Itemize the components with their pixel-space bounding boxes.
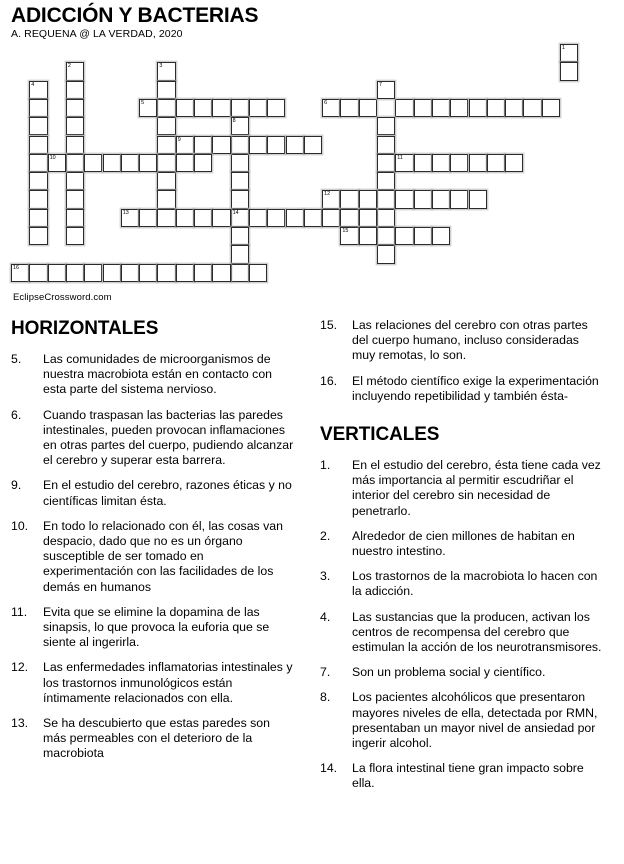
page-title: ADICCIÓN Y BACTERIAS <box>11 4 259 27</box>
crossword-cell-number: 7 <box>379 81 382 88</box>
clue-item[interactable] <box>11 519 296 595</box>
crossword-cell[interactable] <box>231 209 249 227</box>
crossword-cell[interactable] <box>340 227 358 245</box>
crossword-cell-number: 14 <box>232 209 239 216</box>
crossword-cell[interactable] <box>560 62 578 80</box>
clue-number: 10. <box>11 518 29 533</box>
clue-item[interactable] <box>320 318 605 364</box>
clue-text: Las relaciones del cerebro con otras partes del cuerpo humano, incluso consideradas muy remotas, lo son. <box>352 318 588 363</box>
clue-item[interactable] <box>11 605 296 651</box>
crossword-cell[interactable] <box>103 264 121 282</box>
crossword-cell-number: 3 <box>159 63 163 70</box>
crossword-cell[interactable] <box>231 190 249 208</box>
crossword-cell[interactable] <box>432 190 450 208</box>
clue-item[interactable] <box>320 690 605 751</box>
crossword-cell[interactable] <box>231 172 249 190</box>
crossword-cell[interactable] <box>249 136 267 154</box>
crossword-cell[interactable] <box>359 227 377 245</box>
clue-item[interactable] <box>11 478 296 508</box>
crossword-cell[interactable] <box>157 154 175 172</box>
crossword-cell-number: 16 <box>13 264 19 271</box>
crossword-cell[interactable] <box>267 136 285 154</box>
crossword-cell[interactable] <box>194 154 212 172</box>
crossword-cell[interactable] <box>377 136 395 154</box>
crossword-cell[interactable] <box>29 99 47 117</box>
crossword-cell[interactable] <box>340 209 358 227</box>
crossword-cell[interactable] <box>29 209 47 227</box>
clue-item[interactable] <box>11 660 296 706</box>
clue-item[interactable] <box>11 352 296 398</box>
crossword-cell[interactable] <box>29 154 47 172</box>
down-heading: VERTICALES <box>320 424 440 446</box>
crossword-cell[interactable] <box>66 190 84 208</box>
across-heading: HORIZONTALES <box>11 318 159 339</box>
crossword-cell-number: 2 <box>67 63 71 70</box>
clue-item[interactable] <box>320 665 605 680</box>
crossword-cell[interactable] <box>487 154 505 172</box>
crossword-cell[interactable] <box>469 99 487 117</box>
crossword-cell[interactable] <box>139 209 157 227</box>
clue-number: 9. <box>11 478 22 493</box>
crossword-cell[interactable] <box>29 227 47 245</box>
crossword-cell[interactable] <box>469 190 487 208</box>
crossword-cell[interactable] <box>231 264 249 282</box>
crossword-cell[interactable] <box>66 99 84 117</box>
crossword-cell[interactable] <box>267 209 285 227</box>
crossword-cell[interactable] <box>231 227 249 245</box>
crossword-cell-number: 10 <box>49 154 56 161</box>
crossword-cell[interactable] <box>157 62 175 80</box>
crossword-cell[interactable] <box>66 209 84 227</box>
crossword-cell[interactable] <box>212 264 230 282</box>
crossword-cell[interactable] <box>377 154 395 172</box>
crossword-cell[interactable] <box>414 154 432 172</box>
crossword-cell[interactable] <box>304 209 322 227</box>
crossword-cell[interactable] <box>66 172 84 190</box>
crossword-cell[interactable] <box>322 209 340 227</box>
clue-number: 7. <box>320 665 331 680</box>
across-clues-column <box>11 318 296 772</box>
crossword-cell[interactable] <box>249 209 267 227</box>
crossword-cell[interactable] <box>249 99 267 117</box>
crossword-cell[interactable] <box>450 154 468 172</box>
crossword-cell[interactable] <box>29 136 47 154</box>
crossword-cell[interactable] <box>414 227 432 245</box>
clue-item[interactable] <box>320 458 605 519</box>
crossword-cell[interactable] <box>505 154 523 172</box>
crossword-cell[interactable] <box>157 136 175 154</box>
crossword-puzzle <box>11 44 611 294</box>
crossword-cell[interactable] <box>121 264 139 282</box>
crossword-cell[interactable] <box>48 264 66 282</box>
crossword-cell[interactable] <box>176 264 194 282</box>
crossword-cell[interactable] <box>286 136 304 154</box>
crossword-cell[interactable] <box>359 99 377 117</box>
clue-item[interactable] <box>11 408 296 469</box>
crossword-cell[interactable] <box>66 81 84 99</box>
crossword-cell[interactable] <box>176 99 194 117</box>
crossword-cell[interactable] <box>139 264 157 282</box>
crossword-cell[interactable] <box>29 172 47 190</box>
crossword-cell[interactable] <box>414 190 432 208</box>
clue-text: Las enfermedades inflamatorias intestinales y los trastornos inmunológicos están íntimamente relacionados con ella. <box>43 660 293 705</box>
crossword-cell[interactable] <box>322 99 340 117</box>
crossword-cell[interactable] <box>66 62 84 80</box>
crossword-cell[interactable] <box>194 99 212 117</box>
crossword-cell[interactable] <box>542 99 560 117</box>
crossword-cell[interactable] <box>432 227 450 245</box>
crossword-cell[interactable] <box>66 264 84 282</box>
crossword-cell[interactable] <box>377 81 395 99</box>
crossword-cell-number: 11 <box>397 154 403 161</box>
clue-number: 16. <box>320 373 338 388</box>
crossword-cell[interactable] <box>157 264 175 282</box>
clue-number: 15. <box>320 318 338 332</box>
clue-text: Las sustancias que la producen, activan los centros de recompensa del cerebro que estimulan la acción de los neurotransmisores. <box>352 609 602 655</box>
crossword-cell[interactable] <box>249 264 267 282</box>
crossword-cell[interactable] <box>523 99 541 117</box>
crossword-cell[interactable] <box>377 227 395 245</box>
crossword-cell[interactable] <box>121 209 139 227</box>
crossword-cell[interactable] <box>84 264 102 282</box>
crossword-cell[interactable] <box>194 136 212 154</box>
crossword-cell[interactable] <box>231 117 249 135</box>
clue-text: Evita que se elimine la dopamina de las sinapsis, lo que provoca la euforia que se siente al ingerirla. <box>43 604 270 650</box>
crossword-cell[interactable] <box>450 190 468 208</box>
crossword-cell[interactable] <box>66 117 84 135</box>
crossword-cell[interactable] <box>157 81 175 99</box>
clue-item[interactable] <box>320 529 605 559</box>
crossword-cell[interactable] <box>395 190 413 208</box>
clue-number: 12. <box>11 660 29 675</box>
clue-number: 14. <box>320 761 338 776</box>
puzzle-byline: A. REQUENA @ LA VERDAD, 2020 <box>11 28 183 40</box>
clue-text: Se ha descubierto que estas paredes son más permeables con el deterioro de la macrobiota <box>43 716 270 761</box>
clue-text: En el estudio del cerebro, razones éticas y no científicas limitan ésta. <box>43 478 292 508</box>
eclipse-crossword-credit: EclipseCrossword.com <box>13 292 112 303</box>
clue-number: 5. <box>11 352 22 366</box>
crossword-cell[interactable] <box>121 154 139 172</box>
crossword-cell[interactable] <box>212 209 230 227</box>
crossword-cell[interactable] <box>212 99 230 117</box>
across-clue-list <box>11 352 296 762</box>
crossword-cell[interactable] <box>340 190 358 208</box>
clue-number: 2. <box>320 528 331 543</box>
crossword-cell[interactable] <box>231 136 249 154</box>
crossword-cell[interactable] <box>322 190 340 208</box>
crossword-cell[interactable] <box>560 44 578 62</box>
clue-text: La flora intestinal tiene gran impacto sobre ella. <box>352 761 584 791</box>
crossword-cell[interactable] <box>267 99 285 117</box>
crossword-cell[interactable] <box>359 190 377 208</box>
crossword-cell[interactable] <box>29 81 47 99</box>
clue-text: El método científico exige la experimentación incluyendo repetibilidad y también ésta- <box>352 373 599 403</box>
clue-text: Son un problema social y científico. <box>352 665 546 680</box>
puzzle-header <box>11 4 511 41</box>
crossword-cell[interactable] <box>340 99 358 117</box>
clue-number: 13. <box>11 716 29 731</box>
clue-number: 8. <box>320 690 331 705</box>
crossword-cell-number: 6 <box>324 99 328 106</box>
crossword-cell[interactable] <box>432 99 450 117</box>
clue-item[interactable] <box>11 716 296 762</box>
crossword-cell[interactable] <box>66 227 84 245</box>
clue-text: Alrededor de cien millones de habitan en nuestro intestino. <box>352 528 575 559</box>
crossword-cell[interactable] <box>487 99 505 117</box>
crossword-cell[interactable] <box>286 209 304 227</box>
crossword-cell[interactable] <box>395 227 413 245</box>
crossword-cell[interactable] <box>469 154 487 172</box>
crossword-cell[interactable] <box>395 99 413 117</box>
crossword-cell-number: 13 <box>122 209 129 216</box>
crossword-cell[interactable] <box>212 136 230 154</box>
clue-number: 1. <box>320 458 331 473</box>
clue-number: 3. <box>320 569 331 584</box>
crossword-cell[interactable] <box>377 209 395 227</box>
crossword-cell[interactable] <box>194 264 212 282</box>
crossword-cell[interactable] <box>103 154 121 172</box>
clue-text: Las comunidades de microorganismos de nuestra macrobiota están en contacto con esta parte del sistema nervioso. <box>43 352 272 397</box>
across-clue-list-continued <box>320 318 605 404</box>
crossword-cell[interactable] <box>176 136 194 154</box>
crossword-cell[interactable] <box>139 99 157 117</box>
crossword-cell[interactable] <box>432 154 450 172</box>
clue-text: Los trastornos de la macrobiota lo hacen con la adicción. <box>352 569 598 599</box>
crossword-cell[interactable] <box>157 117 175 135</box>
crossword-cell[interactable] <box>29 117 47 135</box>
clue-item[interactable] <box>320 761 605 791</box>
crossword-cell[interactable] <box>359 209 377 227</box>
crossword-cell-number: 4 <box>31 81 35 88</box>
clue-item[interactable] <box>320 374 605 404</box>
crossword-cell-number: 8 <box>232 118 236 125</box>
crossword-cell[interactable] <box>66 136 84 154</box>
crossword-cell[interactable] <box>450 99 468 117</box>
down-clue-list <box>320 458 605 792</box>
crossword-cell[interactable] <box>377 190 395 208</box>
crossword-cell[interactable] <box>231 99 249 117</box>
crossword-cell[interactable] <box>377 172 395 190</box>
crossword-grid[interactable] <box>11 44 611 294</box>
crossword-cell[interactable] <box>194 209 212 227</box>
crossword-cell[interactable] <box>157 209 175 227</box>
crossword-cell[interactable] <box>157 190 175 208</box>
crossword-cell-number: 15 <box>342 228 349 234</box>
crossword-cell[interactable] <box>29 264 47 282</box>
crossword-cell-number: 9 <box>177 136 181 143</box>
crossword-cell-number: 5 <box>141 99 145 106</box>
clue-text: En todo lo relacionado con él, las cosas van despacio, dado que no es un órgano susceptible de ser tomado en experimentación con las facilidades de los demás en humanos <box>43 518 283 594</box>
clue-text: En el estudio del cerebro, ésta tiene cada vez más importancia al permitir escudriñar el interior del cerebro sin necesidad de penetrarlo. <box>352 458 601 518</box>
crossword-cell[interactable] <box>48 154 66 172</box>
clue-item[interactable] <box>320 569 605 599</box>
crossword-cell[interactable] <box>304 136 322 154</box>
crossword-cell-number: 1 <box>562 45 565 51</box>
crossword-cell-number: 12 <box>324 191 331 198</box>
crossword-cell[interactable] <box>11 264 29 282</box>
crossword-cell[interactable] <box>157 172 175 190</box>
crossword-cell[interactable] <box>139 154 157 172</box>
clue-item[interactable] <box>320 610 605 656</box>
crossword-cell[interactable] <box>395 154 413 172</box>
crossword-cell[interactable] <box>505 99 523 117</box>
crossword-cell[interactable] <box>377 245 395 263</box>
clue-number: 11. <box>11 604 28 619</box>
crossword-cell[interactable] <box>84 154 102 172</box>
crossword-cell[interactable] <box>176 209 194 227</box>
crossword-cell[interactable] <box>377 117 395 135</box>
crossword-cell[interactable] <box>176 154 194 172</box>
crossword-cell[interactable] <box>231 245 249 263</box>
clue-number: 6. <box>11 407 22 422</box>
crossword-cell[interactable] <box>157 99 175 117</box>
crossword-cell[interactable] <box>29 190 47 208</box>
clue-number: 4. <box>320 609 331 624</box>
down-clues-column <box>320 318 605 802</box>
crossword-cell[interactable] <box>66 154 84 172</box>
crossword-cell[interactable] <box>231 154 249 172</box>
clue-text: Cuando traspasan las bacterias las paredes intestinales, pueden provocan inflamaciones en otras partes del cuerpo, pudiendo alcanzar el cerebro y superar esta barrera. <box>43 407 294 468</box>
crossword-cell[interactable] <box>414 99 432 117</box>
clue-text: Los pacientes alcohólicos que presentaron mayores niveles de ella, detectada por RMN, presentaban un mayor nivel de ansiedad por ingerir alcohol. <box>352 690 598 751</box>
